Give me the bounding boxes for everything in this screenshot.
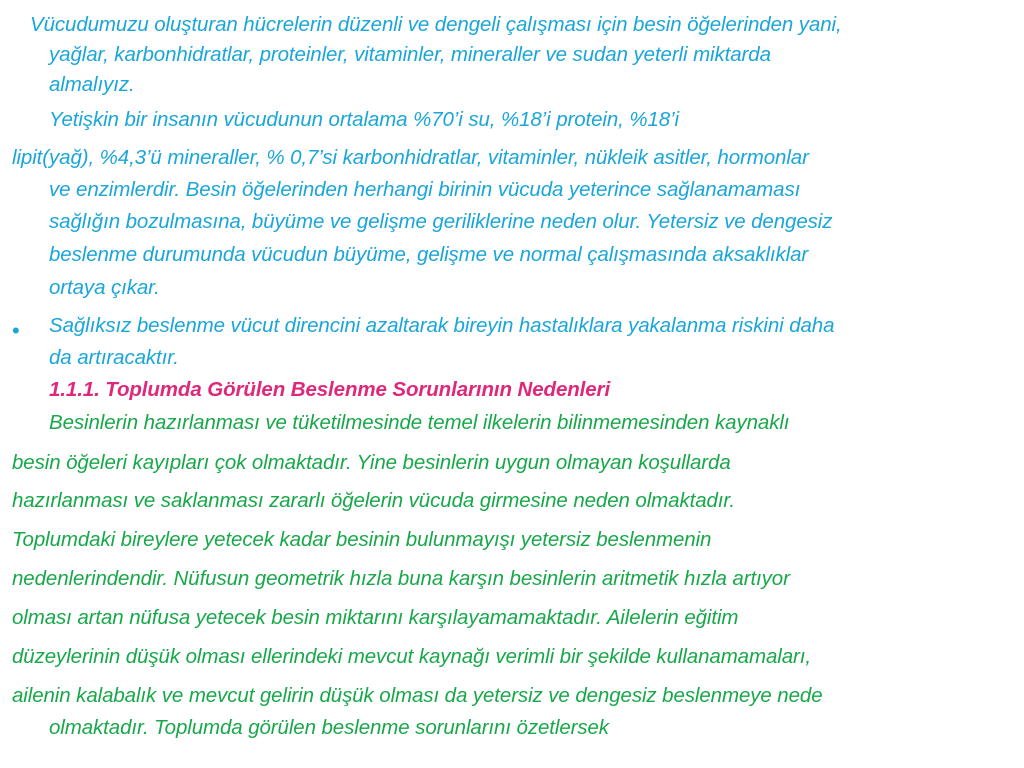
bullet-line-2: da artıracaktır.: [49, 346, 179, 369]
section-line-1: Besinlerin hazırlanması ve tüketilmesinde temel ilkelerin bilinmemesinden kaynaklı: [49, 411, 790, 434]
section-line-5: nedenlerindendir. Nüfusun geometrik hızla buna karşın besinlerin aritmetik hızla artıyor: [12, 567, 790, 590]
paragraph1-line-7: sağlığın bozulmasına, büyüme ve gelişme geriliklerine neden olur. Yetersiz ve dengesiz: [49, 210, 833, 233]
section-line-3: hazırlanması ve saklanması zararlı öğelerin vücuda girmesine neden olmaktadır.: [12, 489, 735, 512]
section-line-2: besin öğeleri kayıpları çok olmaktadır. Yine besinlerin uygun olmayan koşullarda: [12, 451, 731, 474]
paragraph1-line-3: almalıyız.: [49, 73, 135, 96]
paragraph1-line-6: ve enzimlerdir. Besin öğelerinden herhangi birinin vücuda yeterince sağlanamaması: [49, 178, 801, 201]
paragraph1-line-5: lipit(yağ), %4,3’ü mineraller, % 0,7’si karbonhidratlar, vitaminler, nükleik asitler, hormonlar: [12, 146, 809, 169]
section-line-7: düzeylerinin düşük olması ellerindeki mevcut kaynağı verimli bir şekilde kullanamamaları,: [12, 645, 811, 668]
section-heading: 1.1.1. Toplumda Görülen Beslenme Sorunlarının Nedenleri: [49, 378, 611, 401]
paragraph1-line-8: beslenme durumunda vücudun büyüme, gelişme ve normal çalışmasında aksaklıklar: [49, 243, 809, 266]
bullet-marker: •: [12, 318, 20, 343]
bullet-line-1: Sağlıksız beslenme vücut direncini azaltarak bireyin hastalıklara yakalanma riskini daha: [49, 314, 835, 337]
paragraph1-line-9: ortaya çıkar.: [49, 276, 160, 299]
section-line-6: olması artan nüfusa yetecek besin miktarını karşılayamamaktadır. Ailelerin eğitim: [12, 606, 739, 629]
paragraph1-line-4: Yetişkin bir insanın vücudunun ortalama %70’i su, %18’i protein, %18’i: [49, 108, 680, 131]
paragraph1-line-1: Vücudumuzu oluşturan hücrelerin düzenli ve dengeli çalışması için besin öğelerinden yani,: [30, 13, 842, 36]
section-line-8: ailenin kalabalık ve mevcut gelirin düşük olması da yetersiz ve dengesiz beslenmeye nede: [12, 684, 823, 707]
section-line-4: Toplumdaki bireylere yetecek kadar besinin bulunmayışı yetersiz beslenmenin: [12, 528, 712, 551]
paragraph1-line-2: yağlar, karbonhidratlar, proteinler, vitaminler, mineraller ve sudan yeterli miktarda: [49, 43, 771, 66]
section-line-9: olmaktadır. Toplumda görülen beslenme sorunlarını özetlersek: [49, 716, 609, 739]
